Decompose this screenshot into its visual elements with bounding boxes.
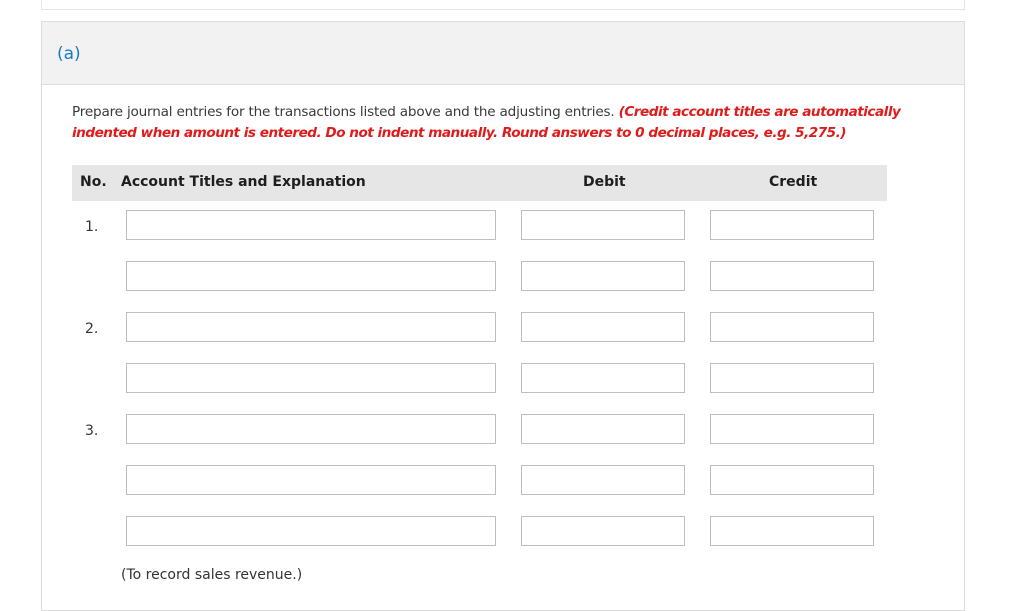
debit-input[interactable] [521,363,685,393]
account-title-input[interactable] [126,210,496,240]
previous-panel-edge [41,0,965,10]
debit-input[interactable] [521,516,685,546]
credit-input[interactable] [710,414,874,444]
debit-input[interactable] [521,414,685,444]
header-no: No. [80,174,107,190]
credit-input[interactable] [710,312,874,342]
account-title-input[interactable] [126,516,496,546]
header-credit: Credit [769,174,818,190]
debit-input[interactable] [521,261,685,291]
entry-number: 3. [85,423,99,439]
account-title-input[interactable] [126,312,496,342]
part-header [42,22,964,85]
debit-input[interactable] [521,465,685,495]
question-part-panel [41,21,965,611]
entry-memo: (To record sales revenue.) [121,567,303,583]
credit-input[interactable] [710,261,874,291]
header-debit: Debit [583,174,626,190]
account-title-input[interactable] [126,465,496,495]
part-label: (a) [57,44,81,64]
journal-table-header [72,165,887,201]
entry-number: 2. [85,321,99,337]
account-title-input[interactable] [126,414,496,444]
entry-number: 1. [85,219,99,235]
credit-input[interactable] [710,516,874,546]
account-title-input[interactable] [126,363,496,393]
instructions [72,102,942,144]
instructions-text: Prepare journal entries for the transactions listed above and the adjusting entries. [72,104,615,120]
debit-input[interactable] [521,210,685,240]
header-account-titles: Account Titles and Explanation [121,174,366,190]
instructions-note: (Credit account titles are automatically indented when amount is entered. Do not indent manually. Round answers to 0 decimal places, e.g. 5,275.) [72,104,901,141]
debit-input[interactable] [521,312,685,342]
credit-input[interactable] [710,465,874,495]
account-title-input[interactable] [126,261,496,291]
credit-input[interactable] [710,363,874,393]
credit-input[interactable] [710,210,874,240]
